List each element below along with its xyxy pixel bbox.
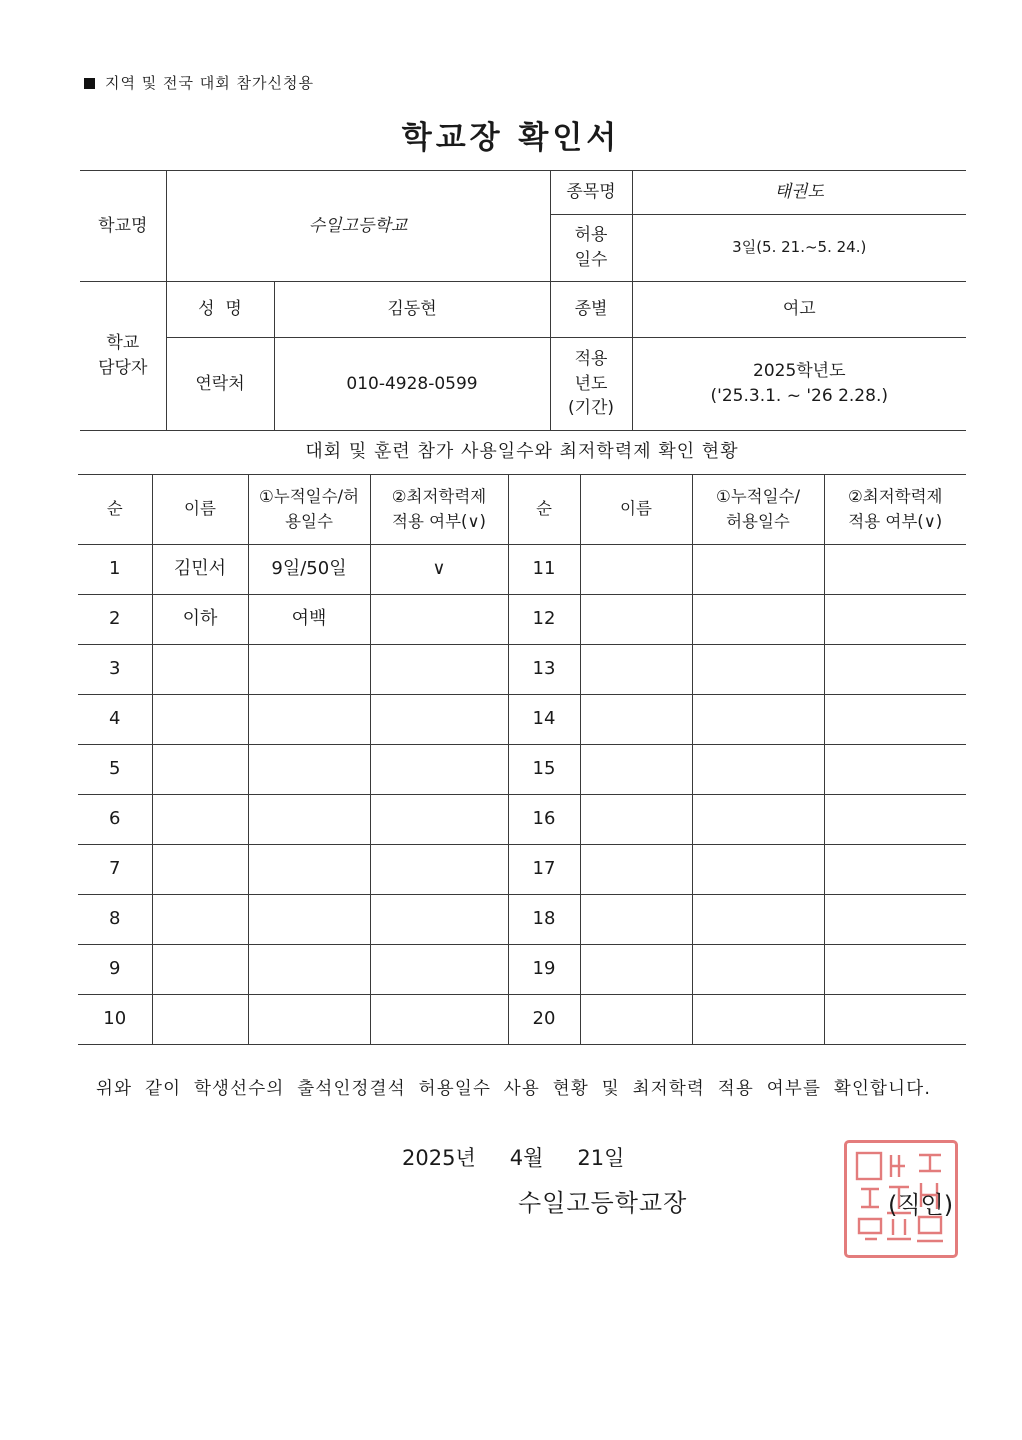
seal-label: (직인): [888, 1191, 954, 1219]
cell-left-days: [248, 695, 370, 745]
cell-left-min-academic: [370, 895, 508, 945]
cell-right-days: [692, 745, 824, 795]
allowed-days-label: 허용 일수: [550, 215, 632, 282]
cell-left-name: 김민서: [152, 545, 248, 595]
table-row: [78, 895, 966, 945]
category-value: 여고: [632, 282, 966, 338]
cell-right-order: 15: [508, 745, 580, 795]
cell-left-min-academic: [370, 745, 508, 795]
table-row: [78, 545, 966, 595]
cell-left-name: [152, 895, 248, 945]
cell-right-days: [692, 945, 824, 995]
cell-right-name: [580, 995, 692, 1045]
cell-right-order: 12: [508, 595, 580, 645]
cell-right-name: [580, 645, 692, 695]
period-label: 적용 년도 (기간): [550, 338, 632, 431]
table-row: [78, 845, 966, 895]
form-usage-text: 지역 및 전국 대회 참가신청용: [105, 74, 314, 92]
cell-left-name: [152, 695, 248, 745]
date-month: 4월: [509, 1146, 544, 1170]
header-left-name: 이름: [152, 475, 248, 545]
cell-left-days: [248, 645, 370, 695]
cell-right-order: 13: [508, 645, 580, 695]
cell-left-min-academic: [370, 945, 508, 995]
cell-left-order: 4: [78, 695, 152, 745]
cell-left-order: 7: [78, 845, 152, 895]
cell-left-days: [248, 895, 370, 945]
form-usage-tag: [84, 72, 314, 93]
cell-right-days: [692, 645, 824, 695]
issue-date: [402, 1142, 658, 1172]
contact-value: 010-4928-0599: [274, 338, 550, 431]
table-row: [78, 995, 966, 1045]
cell-left-order: 5: [78, 745, 152, 795]
cell-left-order: 10: [78, 995, 152, 1045]
cell-right-order: 16: [508, 795, 580, 845]
cell-right-order: 20: [508, 995, 580, 1045]
cell-left-days: [248, 795, 370, 845]
cell-right-name: [580, 695, 692, 745]
cell-right-name: [580, 895, 692, 945]
event-value: 태권도: [632, 171, 966, 215]
header-left-days: ①누적일수/허 용일수: [248, 475, 370, 545]
cell-right-order: 14: [508, 695, 580, 745]
header-left-min-academic: ②최저학력제 적용 여부(∨): [370, 475, 508, 545]
cell-left-days: [248, 945, 370, 995]
cell-left-days: 여백: [248, 595, 370, 645]
school-info-table: [80, 170, 966, 431]
header-right-min-academic: ②최저학력제 적용 여부(∨): [824, 475, 966, 545]
cell-left-order: 8: [78, 895, 152, 945]
cell-left-days: [248, 995, 370, 1045]
cell-right-order: 19: [508, 945, 580, 995]
cell-left-name: [152, 945, 248, 995]
cell-left-order: 6: [78, 795, 152, 845]
cell-right-min-academic: [824, 545, 966, 595]
cell-left-name: [152, 745, 248, 795]
table-row: [78, 745, 966, 795]
table-row: [78, 945, 966, 995]
date-day: 21일: [577, 1146, 625, 1170]
confirmation-statement: 위와 같이 학생선수의 출석인정결석 허용일수 사용 현황 및 최저학력 적용 여부를 확인합니다.: [96, 1079, 932, 1099]
cell-right-name: [580, 845, 692, 895]
cell-left-name: [152, 845, 248, 895]
cell-left-order: 9: [78, 945, 152, 995]
cell-right-min-academic: [824, 595, 966, 645]
staff-name-value: 김동현: [274, 282, 550, 338]
cell-right-min-academic: [824, 995, 966, 1045]
cell-right-order: 17: [508, 845, 580, 895]
cell-right-min-academic: [824, 845, 966, 895]
period-range: ('25.3.1. ~ '26 2.28.): [710, 386, 888, 406]
cell-right-min-academic: [824, 945, 966, 995]
cell-right-name: [580, 545, 692, 595]
cell-left-name: [152, 645, 248, 695]
allowed-days-value: 3일(5. 21.~5. 24.): [632, 215, 966, 282]
cell-right-order: 11: [508, 545, 580, 595]
cell-right-name: [580, 595, 692, 645]
cell-right-days: [692, 845, 824, 895]
cell-right-name: [580, 945, 692, 995]
cell-left-min-academic: [370, 645, 508, 695]
header-right-order: 순: [508, 475, 580, 545]
table-row: [78, 695, 966, 745]
period-value: [632, 338, 966, 431]
cell-left-days: [248, 745, 370, 795]
school-name-label: 학교명: [80, 171, 166, 282]
cell-right-days: [692, 895, 824, 945]
table-row: [78, 795, 966, 845]
cell-left-name: [152, 795, 248, 845]
cell-right-name: [580, 745, 692, 795]
participation-roster-table: [78, 474, 966, 1045]
cell-right-min-academic: [824, 895, 966, 945]
header-right-days: ①누적일수/ 허용일수: [692, 475, 824, 545]
roster-header-row: [78, 475, 966, 545]
header-right-name: 이름: [580, 475, 692, 545]
cell-left-days: 9일/50일: [248, 545, 370, 595]
cell-left-order: 2: [78, 595, 152, 645]
table-row: [78, 595, 966, 645]
cell-right-order: 18: [508, 895, 580, 945]
cell-right-min-academic: [824, 745, 966, 795]
cell-right-days: [692, 545, 824, 595]
event-label: 종목명: [550, 171, 632, 215]
category-label: 종별: [550, 282, 632, 338]
cell-left-min-academic: [370, 595, 508, 645]
cell-right-days: [692, 795, 824, 845]
cell-right-name: [580, 795, 692, 845]
cell-left-days: [248, 845, 370, 895]
principal-title: 수일고등학교장: [518, 1189, 688, 1217]
cell-right-min-academic: [824, 695, 966, 745]
school-name-value: 수일고등학교: [166, 171, 550, 282]
period-year: 2025학년도: [753, 361, 846, 382]
date-year: 2025년: [402, 1146, 476, 1170]
cell-right-days: [692, 695, 824, 745]
square-bullet-icon: [84, 78, 95, 89]
cell-right-days: [692, 595, 824, 645]
cell-right-min-academic: [824, 645, 966, 695]
cell-left-name: [152, 995, 248, 1045]
cell-left-order: 3: [78, 645, 152, 695]
document-title: 학교장 확인서: [401, 120, 621, 156]
table-row: [78, 645, 966, 695]
cell-left-min-academic: [370, 795, 508, 845]
staff-label: 학교 담당자: [80, 282, 166, 431]
cell-left-name: 이하: [152, 595, 248, 645]
contact-label: 연락처: [166, 338, 274, 431]
cell-left-min-academic: [370, 995, 508, 1045]
cell-left-order: 1: [78, 545, 152, 595]
section-title: 대회 및 훈련 참가 사용일수와 최저학력제 확인 현황: [78, 430, 966, 475]
cell-right-days: [692, 995, 824, 1045]
cell-left-min-academic: ∨: [370, 545, 508, 595]
cell-right-min-academic: [824, 795, 966, 845]
cell-left-min-academic: [370, 695, 508, 745]
name-label: 성 명: [166, 282, 274, 338]
header-left-order: 순: [78, 475, 152, 545]
cell-left-min-academic: [370, 845, 508, 895]
